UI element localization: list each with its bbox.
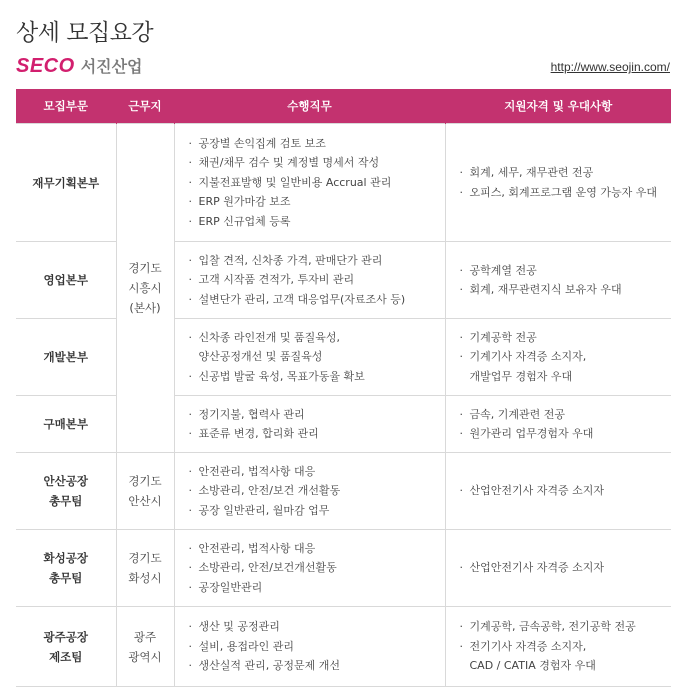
duties-cell — [174, 124, 445, 242]
qualifications-cell — [445, 453, 671, 530]
duty-item: · ERP 신규업체 등록 — [189, 212, 445, 232]
qualification-item: · 기계공학 전공 — [460, 328, 672, 348]
duty-item: · 채권/채무 검수 및 계정별 명세서 작성 — [189, 153, 445, 173]
table-row — [16, 607, 671, 687]
location-line: 안산시 — [128, 494, 162, 508]
qualification-item: · 금속, 기계관련 전공 — [460, 405, 672, 425]
duties-cell — [174, 530, 445, 607]
dept-line: 광주공장 — [43, 629, 88, 644]
duty-item: · 공장일반관리 — [189, 578, 445, 598]
dept-line: 화성공장 — [43, 551, 88, 565]
duty-item-continuation: 양산공정개선 및 품질육성 — [198, 350, 323, 364]
duty-item: · 소방관리, 안전/보건 개선활동 — [189, 481, 445, 501]
page-title: 상세 모집요강 — [16, 20, 154, 46]
dept-cell: 구매본부 — [16, 396, 116, 453]
table-row — [16, 453, 671, 530]
duty-item: · 안전관리, 법적사항 대응 — [189, 462, 445, 482]
location-cell — [116, 453, 174, 530]
qualification-item-continuation: 개발업무 경험자 우대 — [469, 369, 573, 383]
qualifications-cell — [445, 607, 671, 687]
dept-line: 총무팀 — [49, 571, 83, 585]
location-line: 광역시 — [128, 649, 162, 664]
qualification-item: · 산업안전기사 자격증 소지자 — [460, 481, 672, 501]
qualification-item: · 기계기사 자격증 소지자, — [460, 347, 672, 367]
recruitment-table — [16, 89, 671, 687]
location-line: 경기도 — [128, 261, 162, 275]
duty-item: · 지불전표발행 및 일반비용 Accrual 관리 — [189, 173, 445, 193]
location-line: 시흥시 — [128, 281, 162, 295]
company-logo — [16, 54, 143, 78]
duty-item: · 생산 및 공정관리 — [189, 617, 445, 637]
location-line: 경기도 — [128, 474, 162, 488]
dept-cell — [16, 453, 116, 530]
qualification-item: · 회계, 재무관련지식 보유자 우대 — [460, 280, 672, 300]
duties-cell — [174, 607, 445, 687]
location-cell — [116, 530, 174, 607]
duties-cell — [174, 319, 445, 396]
table-row — [16, 124, 671, 242]
header-dept: 모집부문 — [16, 89, 116, 124]
duty-item: · 입찰 견적, 신차종 가격, 판매단가 관리 — [189, 251, 445, 271]
dept-cell — [16, 607, 116, 687]
duty-item: · 정기지불, 협력사 관리 — [189, 405, 445, 425]
duty-item: · 고객 시작품 견적가, 투자비 관리 — [189, 270, 445, 290]
dept-cell: 영업본부 — [16, 242, 116, 319]
qualifications-cell — [445, 530, 671, 607]
qualification-item: · 오피스, 회계프로그램 운영 가능자 우대 — [460, 183, 672, 203]
qualifications-cell — [445, 319, 671, 396]
dept-line: 총무팀 — [49, 494, 83, 508]
location-line: 경기도 — [128, 551, 162, 565]
duty-item: · 생산실적 관리, 공정문제 개선 — [189, 656, 445, 676]
logo-company-name: 서진산업 — [80, 57, 143, 76]
qualification-item: · 산업안전기사 자격증 소지자 — [460, 558, 672, 578]
duties-cell — [174, 242, 445, 319]
duty-item: · 공장 일반관리, 월마감 업무 — [189, 501, 445, 521]
duty-item: · 공장별 손익집계 검토 보조 — [189, 134, 445, 154]
qualifications-cell — [445, 124, 671, 242]
duties-cell — [174, 396, 445, 453]
location-line: 화성시 — [128, 571, 162, 585]
duty-item: · 설변단가 관리, 고객 대응업무(자료조사 등) — [189, 290, 445, 310]
duty-item: · 신공법 발굴 육성, 목표가동율 확보 — [189, 367, 445, 387]
table-row — [16, 530, 671, 607]
dept-cell: 개발본부 — [16, 319, 116, 396]
duty-item: · 표준류 변경, 합리화 관리 — [189, 424, 445, 444]
logo-brand: SECO — [16, 55, 75, 77]
dept-cell: 재무기획본부 — [16, 124, 116, 242]
duty-item: · 소방관리, 안전/보건개선활동 — [189, 558, 445, 578]
location-cell — [116, 124, 174, 453]
table-row — [16, 319, 671, 396]
qualifications-cell — [445, 396, 671, 453]
header-qualifications: 지원자격 및 우대사항 — [445, 89, 671, 124]
table-row — [16, 242, 671, 319]
qualification-item: · 기계공학, 금속공학, 전기공학 전공 — [460, 617, 672, 637]
table-header-row — [16, 89, 671, 124]
website-link[interactable]: http://www.seojin.com/ — [550, 60, 670, 74]
qualification-item-continuation: CAD / CATIA 경험자 우대 — [469, 659, 596, 673]
qualifications-cell — [445, 242, 671, 319]
dept-line: 안산공장 — [43, 474, 88, 488]
duties-cell — [174, 453, 445, 530]
dept-cell — [16, 530, 116, 607]
header-duties: 수행직무 — [174, 89, 445, 124]
duty-item: · 신차종 라인전개 및 품질육성, — [189, 328, 445, 348]
qualification-item: · 회계, 세무, 재무관련 전공 — [460, 163, 672, 183]
qualification-item: · 공학계열 전공 — [460, 261, 672, 281]
duty-item: · 안전관리, 법적사항 대응 — [189, 539, 445, 559]
qualification-item: · 전기기사 자격증 소지자, — [460, 637, 672, 657]
location-line: 광주 — [133, 629, 157, 644]
location-line: (본사) — [129, 301, 161, 315]
duty-item: · 설비, 용접라인 관리 — [189, 637, 445, 657]
dept-line: 제조팀 — [49, 649, 83, 664]
qualification-item: · 원가관리 업무경험자 우대 — [460, 424, 672, 444]
table-row — [16, 396, 671, 453]
duty-item: · ERP 원가마감 보조 — [189, 192, 445, 212]
location-cell — [116, 607, 174, 687]
header-location: 근무지 — [116, 89, 174, 124]
